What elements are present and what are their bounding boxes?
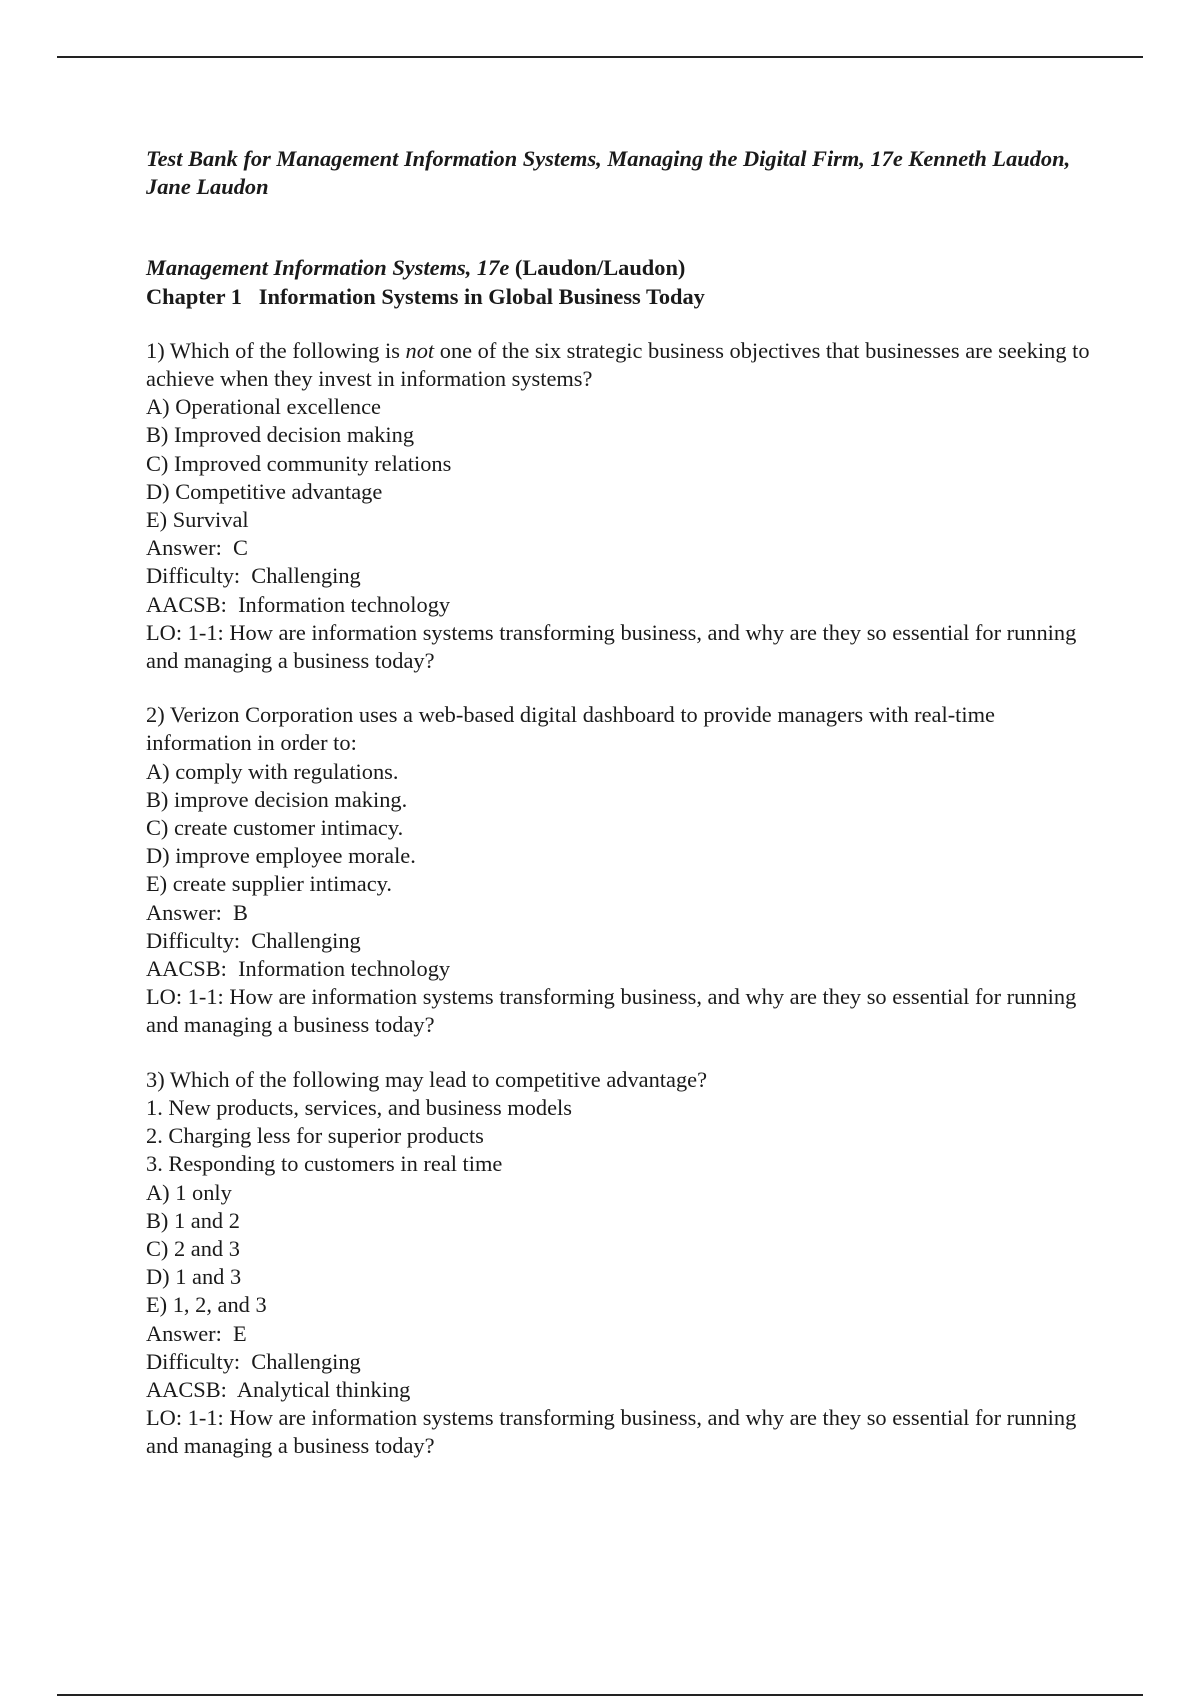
book-authors: (Laudon/Laudon) — [509, 255, 686, 281]
answer-option: E) 1, 2, and 3 — [146, 1292, 267, 1318]
statement-item: 2. Charging less for superior products — [146, 1123, 484, 1149]
header-rule — [57, 56, 1143, 58]
answer-option: B) Improved decision making — [146, 422, 415, 448]
answer-option: B) improve decision making. — [146, 786, 408, 812]
answer-key: Answer: B — [146, 899, 248, 925]
aacsb: AACSB: Analytical thinking — [146, 1376, 411, 1402]
answer-option: E) Survival — [146, 507, 249, 533]
stem-emphasis: not — [405, 337, 435, 363]
answer-key: Answer: E — [146, 1320, 247, 1346]
question-stem: 3) Which of the following may lead to competitive advantage? — [146, 1066, 708, 1092]
question-stem: 1) Which of the following is not one of the six strategic business objectives that businesses are seeking to achieve when they invest in information systems? — [146, 337, 1090, 392]
answer-option: D) improve employee morale. — [146, 843, 416, 869]
statement-item: 1. New products, services, and business models — [146, 1094, 572, 1120]
difficulty: Difficulty: Challenging — [146, 563, 361, 589]
answer-option: A) 1 only — [146, 1179, 232, 1205]
chapter-label: Chapter 1 — [146, 283, 242, 309]
difficulty: Difficulty: Challenging — [146, 927, 361, 953]
document-title: Test Bank for Management Information Systems, Managing the Digital Firm, 17e Kenneth Laudon, Jane Laudon — [146, 146, 1071, 200]
book-header — [146, 254, 1091, 310]
chapter-title: Information Systems in Global Business Today — [258, 283, 705, 309]
footer-rule — [57, 1694, 1143, 1696]
page-content — [146, 145, 1091, 1461]
answer-option: C) Improved community relations — [146, 450, 452, 476]
learning-objective: LO: 1-1: How are information systems transforming business, and why are they so essential for running and managing a business today? — [146, 1405, 1077, 1459]
question-1 — [146, 337, 1091, 675]
aacsb: AACSB: Information technology — [146, 591, 451, 617]
question-3 — [146, 1066, 1091, 1461]
question-2 — [146, 701, 1091, 1039]
answer-option: A) Operational excellence — [146, 394, 381, 420]
difficulty: Difficulty: Challenging — [146, 1348, 361, 1374]
statement-item: 3. Responding to customers in real time — [146, 1151, 503, 1177]
answer-key: Answer: C — [146, 535, 248, 561]
learning-objective: LO: 1-1: How are information systems transforming business, and why are they so essential for running and managing a business today? — [146, 984, 1077, 1038]
answer-option: D) Competitive advantage — [146, 478, 383, 504]
learning-objective: LO: 1-1: How are information systems transforming business, and why are they so essential for running and managing a business today? — [146, 619, 1077, 674]
answer-option: E) create supplier intimacy. — [146, 871, 392, 897]
answer-option: D) 1 and 3 — [146, 1264, 242, 1290]
question-stem: 2) Verizon Corporation uses a web-based digital dashboard to provide managers with real-time information in order to: — [146, 702, 995, 756]
answer-option: C) 2 and 3 — [146, 1235, 240, 1261]
chapter-heading — [146, 283, 1091, 311]
answer-option: B) 1 and 2 — [146, 1207, 240, 1233]
answer-option: A) comply with regulations. — [146, 758, 399, 784]
answer-option: C) create customer intimacy. — [146, 815, 404, 841]
book-title: Management Information Systems, 17e — [146, 255, 510, 281]
aacsb: AACSB: Information technology — [146, 956, 451, 982]
